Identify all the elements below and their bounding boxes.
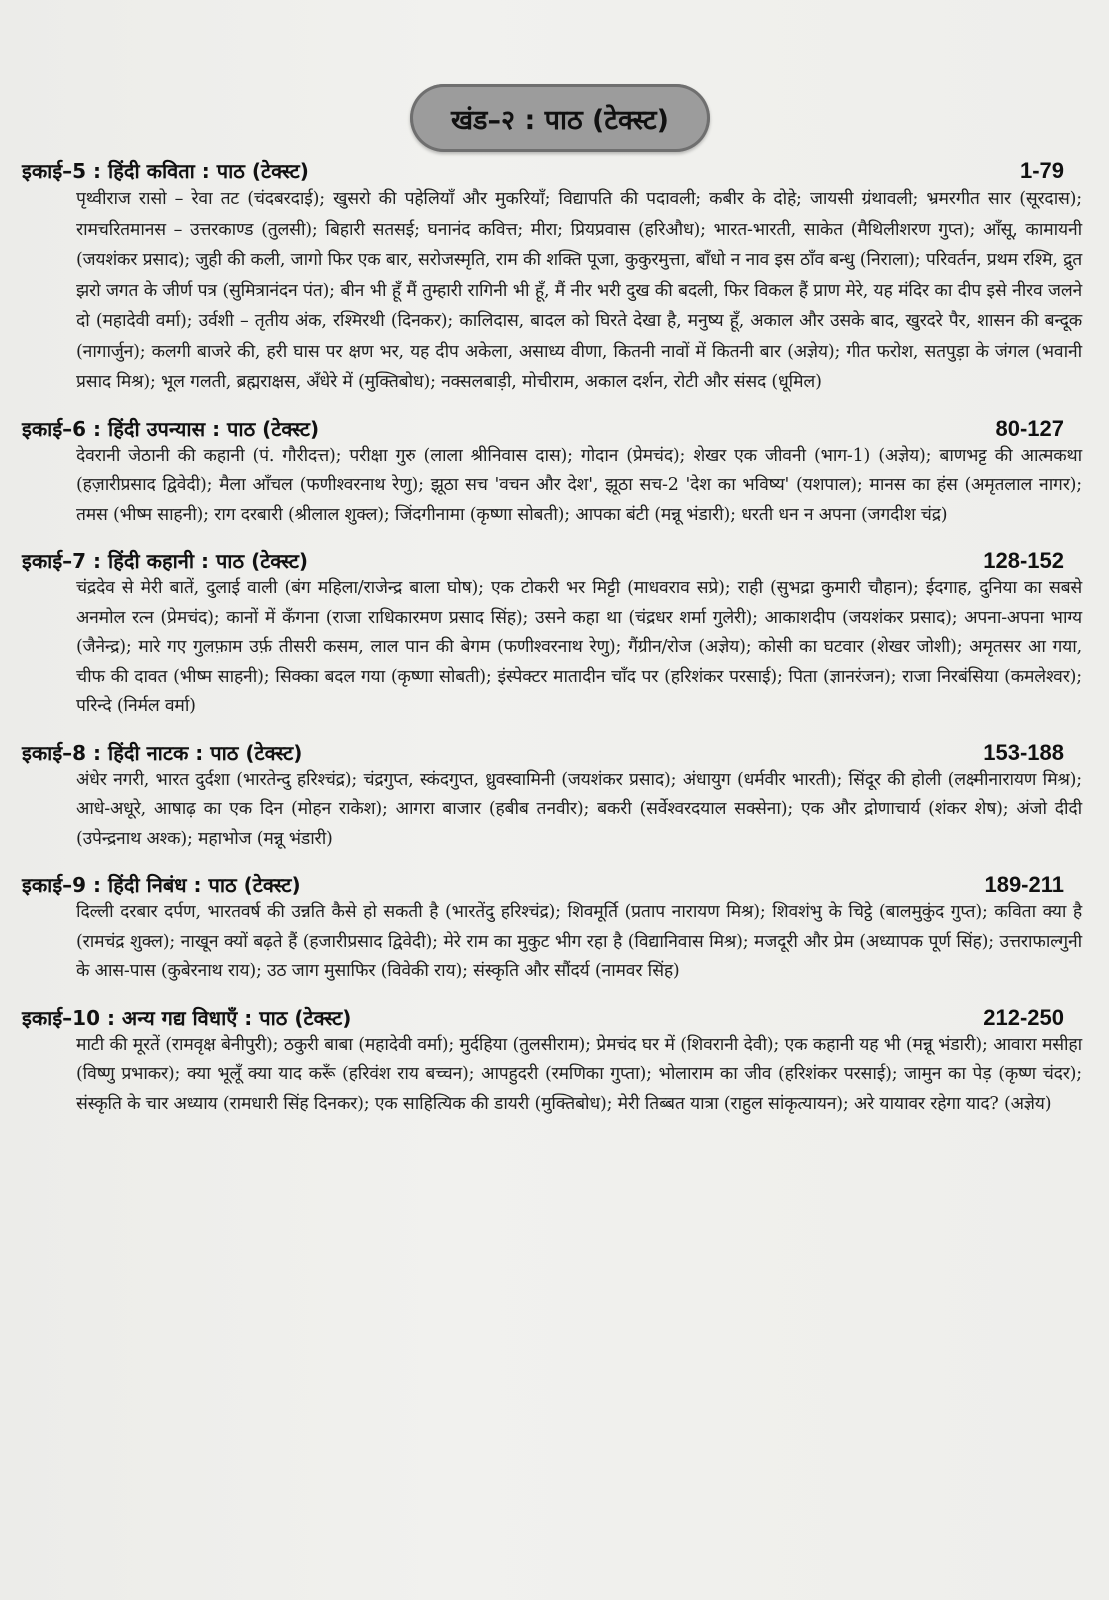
unit-heading — [22, 408, 1086, 442]
section-title: खंड–२ : पाठ (टेक्स्ट) — [450, 104, 670, 136]
unit-heading — [22, 864, 1086, 898]
contents-list — [22, 150, 1086, 1129]
unit-heading — [22, 997, 1086, 1031]
unit-page-range: 80-127 — [995, 415, 1064, 441]
unit-7 — [22, 540, 1086, 722]
unit-text: चंद्रदेव से मेरी बातें, दुलाई वाली (बंग महिला/राजेन्द्र बाला घोष); एक टोकरी भर मिट्टी (माधवराव सप्रे); राही (सुभद्रा कुमारी चौहान); ईदगाह, दुनिया का सबसे अनमोल रत्न (प्रेमचंद); कानों में कँगना (राजा राधिकारमण प्रसाद सिंह); उसने कहा था (चंद्रधर शर्मा गुलेरी); आकाशदीप (जयशंकर प्रसाद); अपना-अपना भाग्य (जैनेन्द्र); मारे गए गुलफ़ाम उर्फ़ तीसरी कसम, लाल पान की बेगम (फणीश्वरनाथ रेणु); गैंग्रीन/रोज (अज्ञेय); कोसी का घटवार (शेखर जोशी); अमृतसर आ गया, चीफ की दावत (भीष्म साहनी); सिक्का बदल गया (कृष्णा सोबती); इंस्पेक्टर मातादीन चाँद पर (हरिशंकर परसाई); पिता (ज्ञानरंजन); राजा निरबंसिया (कमलेश्वर); परिन्दे (निर्मल वर्मा) — [76, 578, 1082, 716]
unit-text: अंधेर नगरी, भारत दुर्दशा (भारतेन्दु हरिश्चंद्र); चंद्रगुप्त, स्कंदगुप्त, ध्रुवस्वामिनी (जयशंकर प्रसाद); अंधायुग (धर्मवीर भारती); सिंदूर की होली (लक्ष्मीनारायण मिश्र); आधे-अधूरे, आषाढ़ का एक दिन (मोहन राकेश); आगरा बाजार (हबीब तनवीर); बकरी (सर्वेश्वरदयाल सक्सेना); एक और द्रोणाचार्य (शंकर शेष); अंजो दीदी (उपेन्द्रनाथ अश्क); महाभोज (मन्नू भंडारी) — [76, 769, 1082, 849]
unit-title: इकाई–6 : हिंदी उपन्यास : पाठ (टेक्स्ट) — [22, 416, 320, 441]
unit-heading — [22, 540, 1086, 574]
unit-text: देवरानी जेठानी की कहानी (पं. गौरीदत्त); परीक्षा गुरु (लाला श्रीनिवास दास); गोदान (प्रेमचंद); शेखर एक जीवनी (भाग-1) (अज्ञेय); बाणभट्ट की आत्मकथा (हज़ारीप्रसाद द्विवेदी); मैला आँचल (फणीश्वरनाथ रेणु); झूठा सच 'वचन और देश', झूठा सच-2 'देश का भविष्य' (यशपाल); मानस का हंस (अमृतलाल नागर); तमस (भीष्म साहनी); राग दरबारी (श्रीलाल शुक्ल); जिंदगीनामा (कृष्णा सोबती); आपका बंटी (मन्नू भंडारी); धरती धन न अपना (जगदीश चंद्र) — [76, 445, 1082, 525]
unit-text: माटी की मूरतें (रामवृक्ष बेनीपुरी); ठकुरी बाबा (महादेवी वर्मा); मुर्दहिया (तुलसीराम); प्रेमचंद घर में (शिवरानी देवी); एक कहानी यह भी (मन्नू भंडारी); आवारा मसीहा (विष्णु प्रभाकर); क्या भूलूँ क्या याद करूँ (हरिवंश राय बच्चन); आपहुदरी (रमणिका गुप्ता); भोलाराम का जीव (हरिशंकर परसाई); जामुन का पेड़ (कृष्ण चंदर); संस्कृति के चार अध्याय (रामधारी सिंह दिनकर); एक साहित्यिक की डायरी (मुक्तिबोध); मेरी तिब्बत यात्रा (राहुल सांकृत्यायन); अरे यायावर रहेगा याद? (अज्ञेय) — [76, 1034, 1082, 1114]
unit-heading — [22, 732, 1086, 766]
unit-9 — [22, 864, 1086, 987]
unit-6 — [22, 408, 1086, 531]
unit-page-range: 189-211 — [984, 872, 1064, 897]
unit-8 — [22, 732, 1086, 855]
unit-title: इकाई–10 : अन्य गद्य विधाएँ : पाठ (टेक्स्ट) — [22, 1005, 352, 1030]
unit-page-range: 128-152 — [983, 548, 1064, 573]
unit-text: दिल्ली दरबार दर्पण, भारतवर्ष की उन्नति कैसे हो सकती है (भारतेंदु हरिश्चंद्र); शिवमूर्ति (प्रताप नारायण मिश्र); शिवशंभु के चिट्ठे (बालमुकुंद गुप्त); कविता क्या है (रामचंद्र शुक्ल); नाखून क्यों बढ़ते हैं (हजारीप्रसाद द्विवेदी); मेरे राम का मुकुट भीग रहा है (विद्यानिवास मिश्र); मजदूरी और प्रेम (अध्यापक पूर्ण सिंह); उत्तराफाल्गुनी के आस-पास (कुबेरनाथ राय); उठ जाग मुसाफिर (विवेकी राय); संस्कृति और सौंदर्य (नामवर सिंह) — [76, 902, 1082, 981]
unit-title: इकाई–5 : हिंदी कविता : पाठ (टेक्स्ट) — [22, 159, 309, 183]
unit-title: इकाई–8 : हिंदी नाटक : पाठ (टेक्स्ट) — [22, 740, 303, 765]
unit-10 — [22, 997, 1086, 1120]
unit-page-range: 212-250 — [983, 1004, 1064, 1030]
unit-page-range: 153-188 — [983, 739, 1064, 765]
unit-heading — [22, 150, 1086, 184]
unit-title: इकाई–9 : हिंदी निबंध : पाठ (टेक्स्ट) — [22, 873, 301, 897]
unit-page-range: 1-79 — [1019, 158, 1064, 183]
unit-text: पृथ्वीराज रासो – रेवा तट (चंदबरदाई); खुसरो की पहेलियाँ और मुकरियाँ; विद्यापति की पदावली; कबीर के दोहे; जायसी ग्रंथावली; भ्रमरगीत सार (सूरदास); रामचरितमानस – उत्तरकाण्ड (तुलसी); बिहारी सतसई; घनानंद कवित्त; मीरा; प्रियप्रवास (हरिऔध); भारत-भारती, साकेत (मैथिलीशरण गुप्त); आँसू, कामायनी (जयशंकर प्रसाद); जुही की कली, जागो फिर एक बार, सरोजस्मृति, राम की शक्ति पूजा, कुकुरमुत्ता, बाँधो न नाव इस ठाँव बन्धु (निराला); परिवर्तन, प्रथम रश्मि, द्रुत झरो जगत के जीर्ण पत्र (सुमित्रानंदन पंत); बीन भी हूँ मैं तुम्हारी रागिनी भी हूँ, मैं नीर भरी दुख की बदली, फिर विकल हैं प्राण मेरे, यह मंदिर का दीप इसे नीरव जलने दो (महादेवी वर्मा); उर्वशी – तृतीय अंक, रश्मिरथी (दिनकर); कालिदास, बादल को घिरते देखा है, मनुष्य हूँ, अकाल और उसके बाद, खुरदरे पैर, शासन की बन्दूक (नागार्जुन); कलगी बाजरे की, हरी घास पर क्षण भर, यह दीप अकेला, असाध्य वीणा, कितनी नावों में कितनी बार (अज्ञेय); गीत फरोश, सतपुड़ा के जंगल (भवानी प्रसाद मिश्र); भूल गलती, ब्रह्मराक्षस, अँधेरे में (मुक्तिबोध); नक्सलबाड़ी, मोचीराम, अकाल दर्शन, रोटी और संसद (धूमिल) — [76, 189, 1082, 392]
unit-title: इकाई–7 : हिंदी कहानी : पाठ (टेक्स्ट) — [22, 549, 309, 573]
section-banner — [410, 84, 710, 152]
unit-5 — [22, 150, 1086, 398]
